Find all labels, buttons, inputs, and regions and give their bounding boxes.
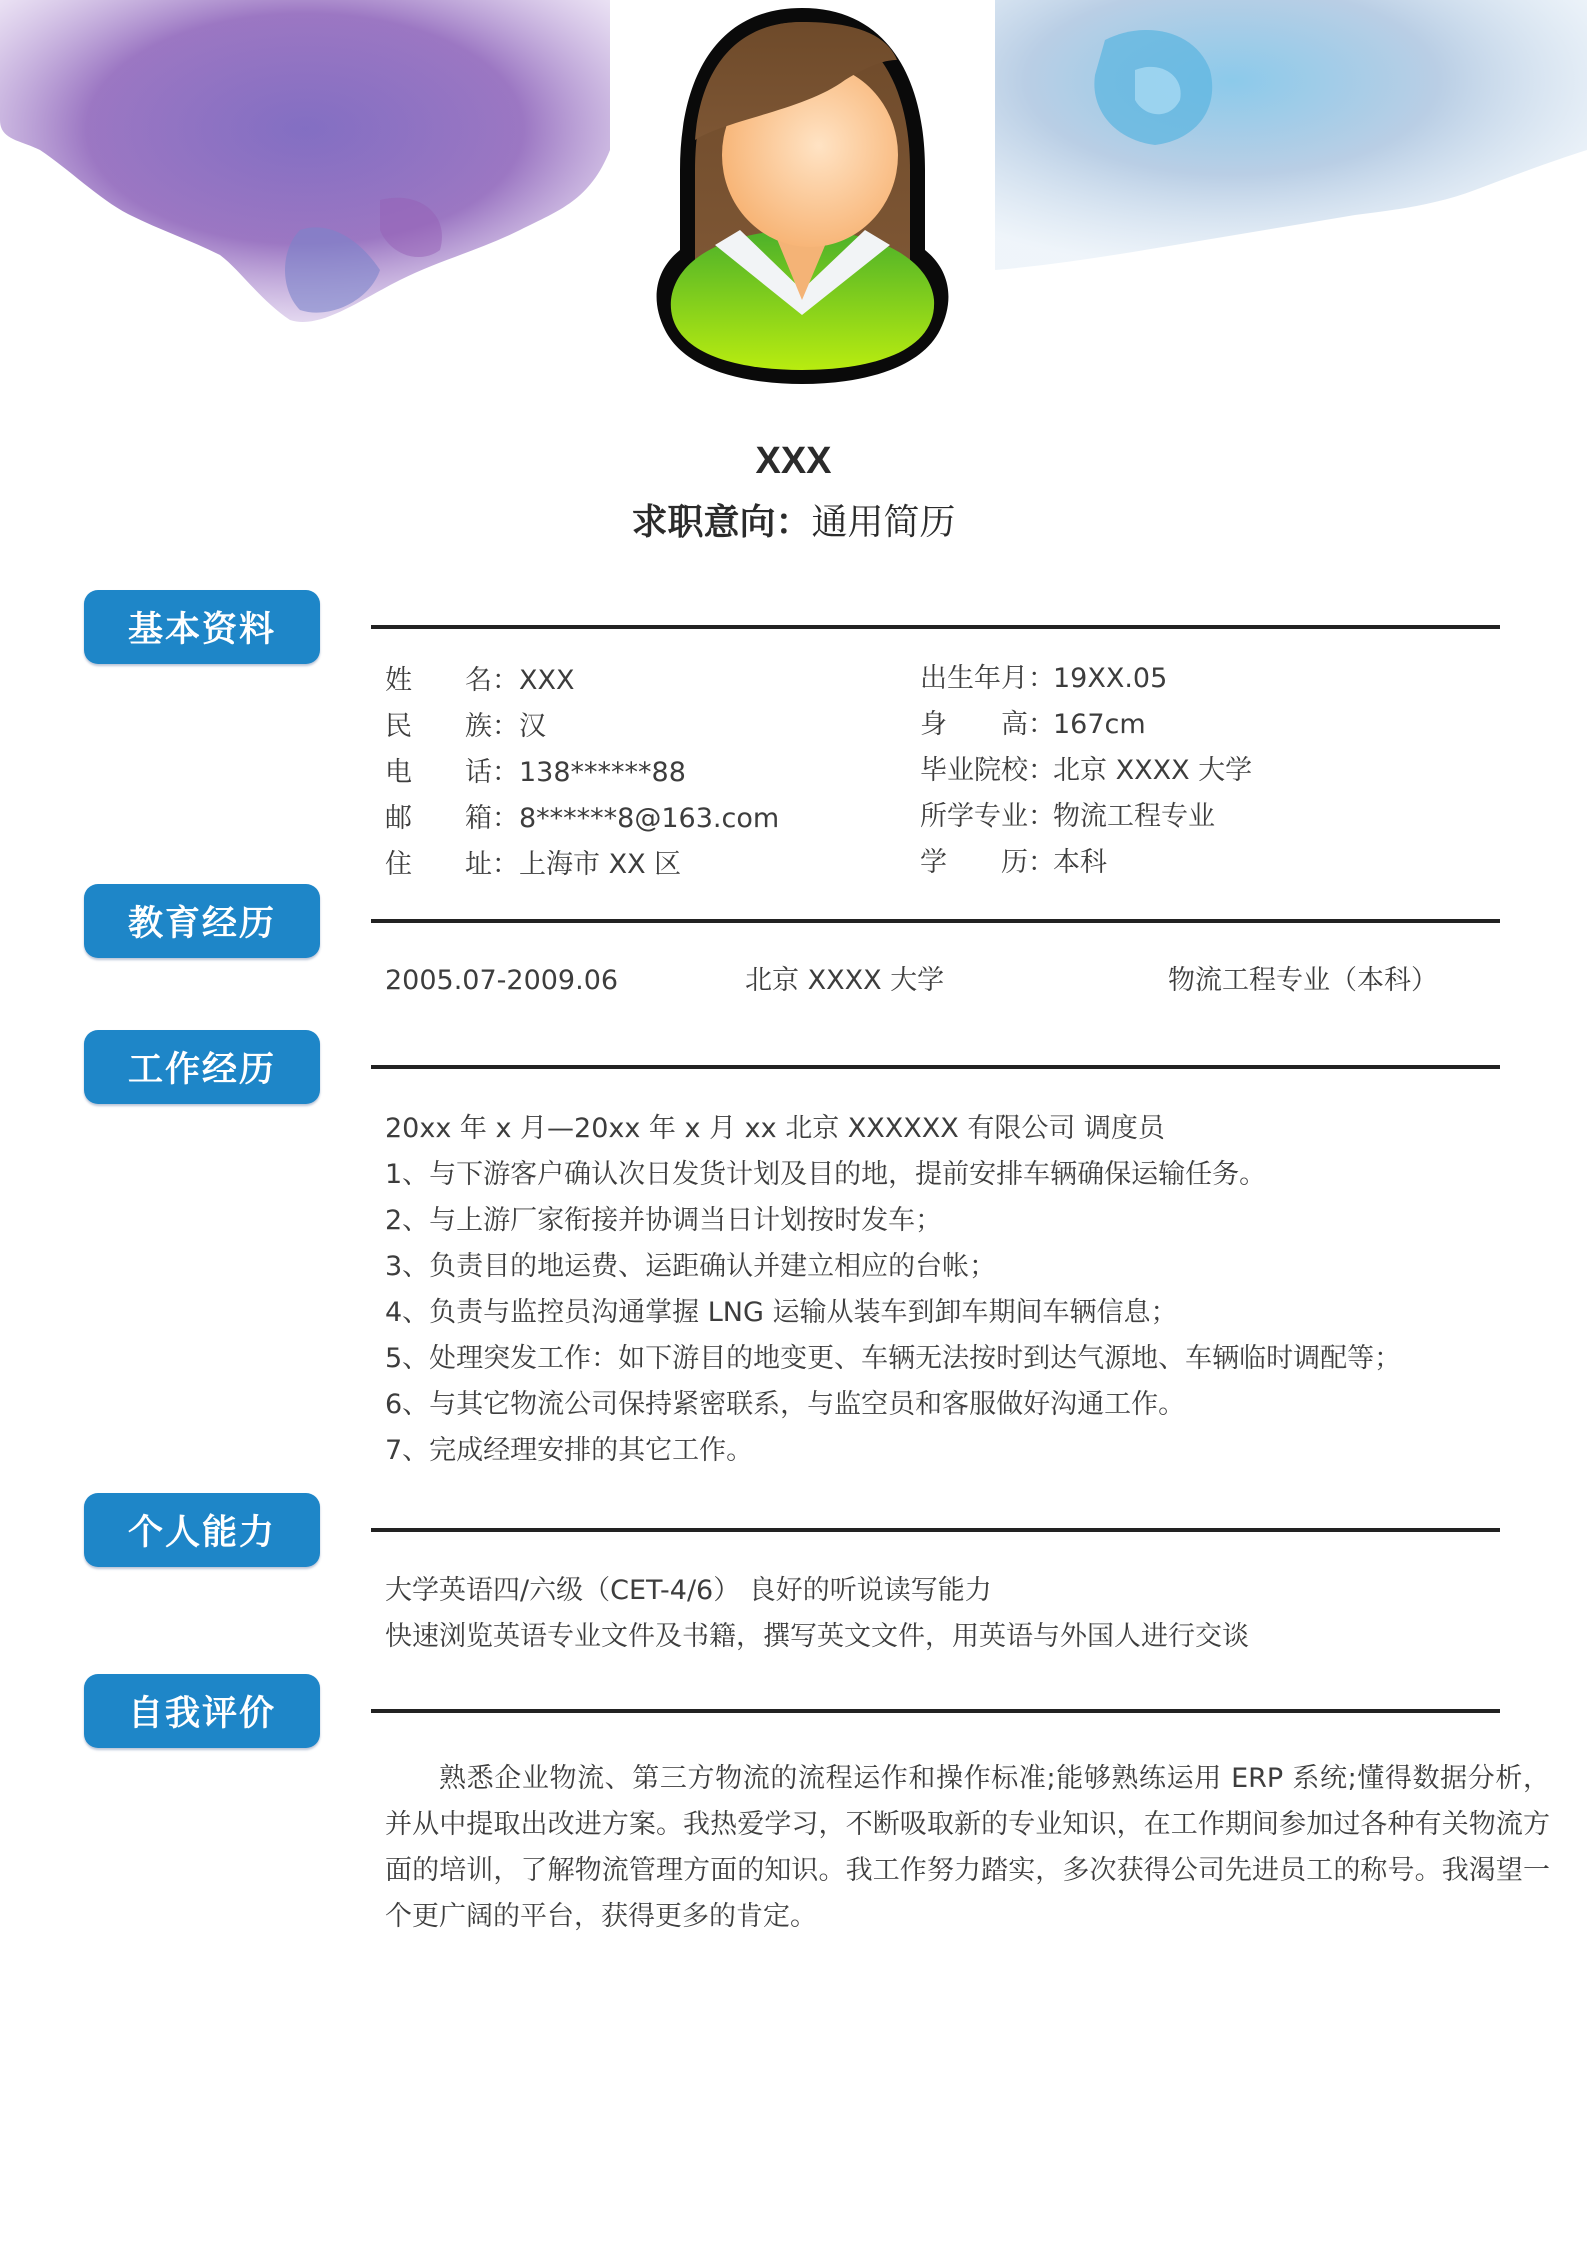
job-intent [0, 494, 1587, 545]
purple-watercolor-decoration [0, 0, 610, 360]
education-period: 2005.07-2009.06 [385, 965, 619, 996]
info-height: 身 高：167cm [920, 709, 1146, 740]
section-tag-basic-info: 基本资料 [84, 590, 320, 664]
work-item: 3、负责目的地运费、运距确认并建立相应的台帐； [385, 1251, 997, 1282]
work-item: 4、负责与监控员沟通掌握 LNG 运输从装车到卸车期间车辆信息； [385, 1297, 1178, 1328]
info-ethnicity: 民 族：汉 [385, 711, 546, 742]
section-tag-self-evaluation: 自我评价 [84, 1674, 320, 1748]
work-item: 6、与其它物流公司保持紧密联系，与监空员和客服做好沟通工作。 [385, 1389, 1186, 1420]
info-name: 姓 名：XXX [385, 665, 575, 696]
work-item: 5、处理突发工作：如下游目的地变更、车辆无法按时到达气源地、车辆临时调配等； [385, 1343, 1402, 1374]
skill-line: 快速浏览英语专业文件及书籍，撰写英文文件，用英语与外国人进行交谈 [385, 1621, 1249, 1652]
section-divider [371, 625, 1500, 629]
section-divider [371, 1709, 1500, 1713]
section-divider [371, 1528, 1500, 1532]
female-user-avatar-icon [645, 0, 960, 390]
self-evaluation-text: 熟悉企业物流、第三方物流的流程运作和操作标准;能够熟练运用 ERP 系统;懂得数据分析，并从中提取出改进方案。我热爱学习，不断吸取新的专业知识，在工作期间参加过各种有关物流方面的培训，了解物流管理方面的知识。我工作努力踏实，多次获得公司先进员工的称号。我渴望一个更广阔的平台，获得更多的肯定。 [385, 1763, 1550, 1932]
section-tag-education: 教育经历 [84, 884, 320, 958]
candidate-name: XXX [755, 440, 832, 482]
info-birth: 出生年月：19XX.05 [920, 663, 1168, 694]
info-address: 住 址：上海市 XX 区 [385, 849, 682, 880]
section-tag-work: 工作经历 [84, 1030, 320, 1104]
section-divider [371, 1065, 1500, 1069]
section-tag-skills: 个人能力 [84, 1493, 320, 1567]
job-intent-value: 通用简历 [811, 502, 956, 543]
job-intent-label: 求职意向： [631, 502, 812, 543]
education-school: 北京 XXXX 大学 [745, 965, 945, 996]
work-item: 2、与上游厂家衔接并协调当日计划按时发车； [385, 1205, 943, 1236]
info-email: 邮 箱：8******8@163.com [385, 803, 780, 834]
work-item: 7、完成经理安排的其它工作。 [385, 1435, 754, 1466]
info-major: 所学专业：物流工程专业 [920, 801, 1215, 832]
work-header: 20xx 年 x 月—20xx 年 x 月 xx 北京 XXXXXX 有限公司 调度员 [385, 1113, 1165, 1144]
skill-line: 大学英语四/六级（CET-4/6） 良好的听说读写能力 [385, 1575, 992, 1606]
work-item: 1、与下游客户确认次日发货计划及目的地，提前安排车辆确保运输任务。 [385, 1159, 1267, 1190]
blue-watercolor-decoration [995, 0, 1587, 290]
info-school: 毕业院校：北京 XXXX 大学 [920, 755, 1253, 786]
education-major: 物流工程专业（本科） [1168, 965, 1438, 996]
section-divider [371, 919, 1500, 923]
info-degree: 学 历：本科 [920, 847, 1107, 878]
info-phone: 电 话：138******88 [385, 757, 686, 788]
